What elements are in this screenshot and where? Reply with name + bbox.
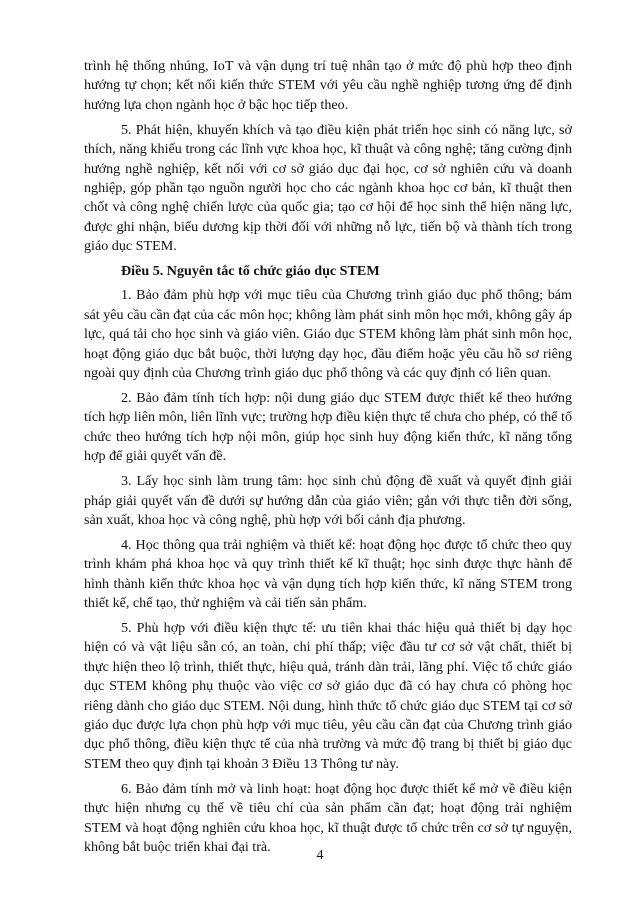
principle-paragraph-1: 1. Bảo đảm phù hợp với mục tiêu của Chương trình giáo dục phổ thông; bám sát yêu cầu cần đạt của các môn học; không làm phát sinh môn học mới, không gây áp lực, quá tải cho học sinh và giáo viên. Giáo dục STEM không làm phát sinh môn học, hoạt động giáo dục bắt buộc, thời lượng dạy học, đầu điểm hoặc yêu cầu hồ sơ riêng ngoài quy định của Chương trình giáo dục phổ thông và các quy định có liên quan. <box>84 287 572 382</box>
principle-paragraph-6: 6. Bảo đảm tính mở và linh hoạt: hoạt động học được thiết kế mở về điều kiện thực hiện nhưng cụ thể về tiêu chí của sản phẩm cần đạt; hoạt động trải nghiệm STEM và hoạt động nghiên cứu khoa học, kĩ thuật được tổ chức trên cơ sở tự nguyện, không bắt buộc triển khai đại trà. <box>84 780 572 855</box>
article-heading: Điều 5. Nguyên tắc tổ chức giáo dục STEM <box>121 263 380 280</box>
document-body <box>84 57 572 863</box>
page-number: 4 <box>316 848 324 863</box>
principle-paragraph-4: 4. Học thông qua trải nghiệm và thiết kế: hoạt động học được tổ chức theo quy trình khám phá khoa học và quy trình thiết kế kĩ thuật; học sinh được thực hành để hình thành kiến thức khoa học và vận dụng tích hợp kiến thức, kĩ năng STEM trong thiết kế, chế tạo, thử nghiệm và cải tiến sản phẩm. <box>84 536 572 612</box>
principle-paragraph-3: 3. Lấy học sinh làm trung tâm: học sinh chủ động đề xuất và quyết định giải pháp giải quyết vấn đề dưới sự hướng dẫn của giáo viên; gắn với thực tiễn đời sống, sản xuất, khoa học và công nghệ, phù hợp với bối cảnh địa phương. <box>84 473 572 528</box>
continuation-paragraph: trình hệ thống nhúng, IoT và vận dụng trí tuệ nhân tạo ở mức độ phù hợp theo định hướng tự chọn; kết nối kiến thức STEM với yêu cầu nghề nghiệp tương ứng để định hướng lựa chọn ngành học ở bậc học tiếp theo. <box>84 58 572 113</box>
principle-paragraph-5: 5. Phù hợp với điều kiện thực tế: ưu tiên khai thác hiệu quả thiết bị dạy học hiện có và vật liệu sẵn có, an toàn, chi phí thấp; việc đầu tư cơ sở vật chất, thiết bị thực hiện theo lộ trình, thiết thực, hiệu quả, tránh dàn trải, lãng phí. Việc tổ chức giáo dục STEM không phụ thuộc vào việc cơ sở giáo dục đã có hay chưa có phòng học riêng dành cho giáo dục STEM. Nội dung, hình thức tổ chức giáo dục STEM tại cơ sở giáo dục được lựa chọn phù hợp với mục tiêu, yêu cầu cần đạt của Chương trình giáo dục phổ thông, điều kiện thực tế của nhà trường và mức độ trang bị thiết bị giáo dục STEM theo quy định tại khoản 3 Điều 13 Thông tư này. <box>84 619 572 772</box>
principle-paragraph-2: 2. Bảo đảm tính tích hợp: nội dung giáo dục STEM được thiết kế theo hướng tích hợp liên môn, liên lĩnh vực; trường hợp điều kiện thực tế chưa cho phép, có thể tổ chức theo hướng tích hợp nội môn, giúp học sinh huy động kiến thức, kĩ năng tổng hợp để giải quyết vấn đề. <box>84 390 572 465</box>
goal-paragraph-5: 5. Phát hiện, khuyến khích và tạo điều kiện phát triển học sinh có năng lực, sở thích, năng khiếu trong các lĩnh vực khoa học, kĩ thuật và công nghệ; tăng cường định hướng nghề nghiệp, kết nối với cơ sở giáo dục đại học, cơ sở nghiên cứu và doanh nghiệp, góp phần tạo nguồn người học cho các ngành khoa học cơ bản, kĩ thuật then chốt và công nghệ chiến lược của quốc gia; tạo cơ hội để học sinh thể hiện năng lực, được ghi nhận, biểu dương kịp thời đối với những nỗ lực, tiến bộ và thành tích trong giáo dục STEM. <box>84 121 572 255</box>
